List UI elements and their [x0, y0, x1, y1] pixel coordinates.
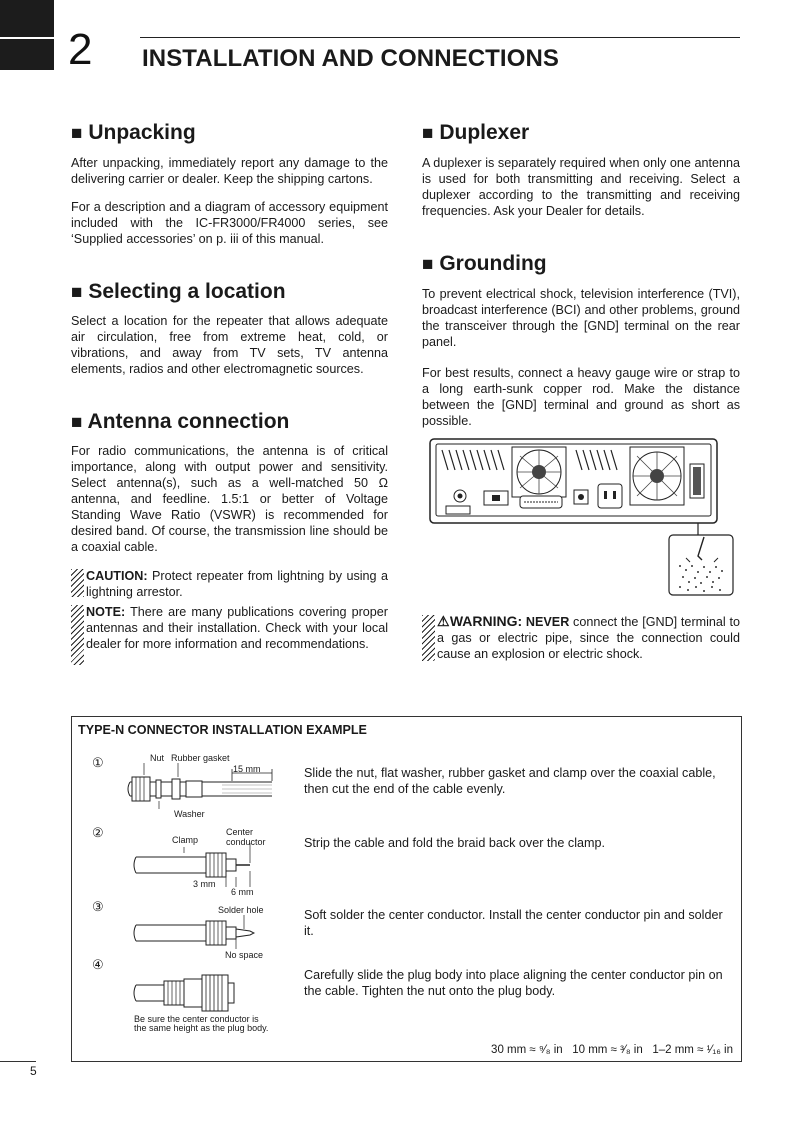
label-solder-hole: Solder hole — [218, 905, 264, 915]
antenna-para-1: For radio communications, the antenna is of critical importance, along with output power and sensitivity. Select antenna(s), such as a well-matched 50 Ω antenna, and feedline. 1.5:1 or better of Voltage Standing Wave Ratio (VSWR) is recommended for desired band. Of course, the transmission line should be a coaxial cable. — [71, 444, 388, 554]
square-bullet-icon: ■ — [71, 412, 83, 433]
step-1-text: Slide the nut, flat washer, rubber gasket and clamp over the coaxial cable, then cut the end of the cable evenly. — [304, 766, 716, 796]
label-conductor: conductor — [226, 837, 266, 847]
step-1-diagram — [122, 761, 282, 809]
caution-label: CAUTION: — [86, 569, 148, 583]
chapter-tab-divider — [0, 37, 54, 39]
grounding-para-1: To prevent electrical shock, television interference (TVI), broadcast interference (BCI) and other problems, ground the transceiver through the [GND] terminal on the rear panel. — [422, 287, 740, 349]
warning-heading — [437, 613, 522, 629]
square-bullet-icon: ■ — [422, 254, 434, 275]
heading-text: Unpacking — [88, 121, 196, 144]
fan-right — [630, 447, 684, 505]
square-bullet-icon: ■ — [71, 123, 83, 144]
label-6mm: 6 mm — [231, 887, 254, 897]
unpacking-para-1: After unpacking, immediately report any damage to the delivering carrier or dealer. Keep the shipping cartons. — [71, 156, 388, 186]
step-2-diagram — [132, 843, 272, 889]
heading-text: Grounding — [439, 252, 547, 275]
heading-location — [71, 279, 286, 306]
square-bullet-icon: ■ — [71, 282, 83, 303]
heading-antenna — [71, 409, 289, 436]
ground-rod-inset — [669, 535, 733, 595]
caution-text: Protect repeater from lightning by using a lightning arrestor. — [86, 569, 388, 599]
heading-text: Duplexer — [439, 121, 530, 144]
label-no-space: No space — [225, 950, 264, 960]
chapter-title: INSTALLATION AND CONNECTIONS — [142, 45, 559, 72]
connector-installation-box — [71, 716, 742, 1062]
step-2-text: Strip the cable and fold the braid back over the clamp. — [304, 836, 606, 850]
connector-box-title: TYPE-N CONNECTOR INSTALLATION EXAMPLE — [78, 723, 367, 737]
heading-text: Selecting a location — [88, 280, 286, 303]
chapter-number: 2 — [68, 25, 93, 74]
label-3mm: 3 mm — [193, 879, 216, 889]
step-4-diagram — [132, 971, 252, 1015]
note-label: NOTE: — [86, 605, 126, 619]
step-1-number: ① — [92, 755, 104, 770]
label-note-line-1: Be sure the center conductor is — [134, 1014, 259, 1024]
label-washer: Washer — [174, 809, 205, 819]
step-3-text: Soft solder the center conductor. Install the center conductor pin and solder it. — [304, 908, 723, 938]
unit-conversions: 30 mm ≈ ⁹⁄₈ in 10 mm ≈ ³⁄₈ in 1–2 mm ≈ ¹⁄₁₆ in — [491, 1044, 733, 1056]
page-number-rule — [0, 1061, 36, 1062]
note-box — [86, 604, 388, 652]
label-note-line-2: the same height as the plug body. — [134, 1023, 269, 1033]
step-3-number: ③ — [92, 899, 104, 914]
step-4-text: Carefully slide the plug body into place aligning the center conductor pin on the cable. Tighten the nut onto the plug body. — [304, 968, 723, 998]
page-number: 5 — [30, 1064, 37, 1078]
warning-note — [437, 613, 740, 662]
step-2-number: ② — [92, 825, 104, 840]
warning-text: connect the [GND] terminal to a gas or electric pipe, since the connection could cause an explosion or electric shock. — [437, 615, 740, 661]
square-bullet-icon: ■ — [422, 123, 434, 144]
chapter-tab — [0, 0, 54, 70]
hatch-marker-icon — [71, 569, 84, 597]
grounding-para-2: For best results, connect a heavy gauge wire or strap to a long earth-sunk copper rod. Make the distance between the [GND] terminal and ground as short as possible. — [422, 366, 740, 428]
label-rubber-gasket: Rubber gasket — [171, 753, 230, 763]
step-3-diagram — [132, 915, 272, 951]
step-4-number: ④ — [92, 957, 104, 972]
label-clamp: Clamp — [172, 835, 199, 845]
heading-unpacking — [71, 120, 196, 147]
label-15mm: 15 mm — [233, 764, 261, 774]
location-para-1: Select a location for the repeater that allows adequate air circulation, free from extreme heat, cold, or vibrations, and away from TV sets, TV antenna elements, radios and other electromagnetic sources. — [71, 314, 388, 376]
note-text: There are many publications covering proper antennas and their installation. Check with your local dealer for more information and recommendations. — [86, 605, 388, 651]
unpacking-para-2: For a description and a diagram of accessory equipment included with the IC-FR3000/FR4000 series, see ‘Supplied accessories’ on p. iii of this manual. — [71, 200, 388, 246]
heading-text: Antenna connection — [87, 410, 290, 433]
heading-duplexer — [422, 120, 529, 147]
warning-never: NEVER — [525, 615, 570, 629]
heading-grounding — [422, 251, 547, 278]
warning-label: WARNING: — [449, 613, 523, 629]
duplexer-para-1: A duplexer is separately required when only one antenna is used for both transmitting and receiving. Select a duplexer according to the transmitting and receiving frequencies. Ask your Dealer for details. — [422, 156, 740, 218]
label-center: Center — [226, 827, 254, 837]
hatch-marker-icon — [71, 605, 84, 665]
fan-left — [512, 447, 566, 497]
caution-note — [86, 568, 388, 600]
label-nut: Nut — [150, 753, 165, 763]
warning-triangle-icon: ⚠ — [437, 613, 450, 629]
rear-panel-illustration — [428, 436, 738, 600]
hatch-marker-icon — [422, 615, 435, 661]
chapter-rule — [140, 37, 740, 38]
